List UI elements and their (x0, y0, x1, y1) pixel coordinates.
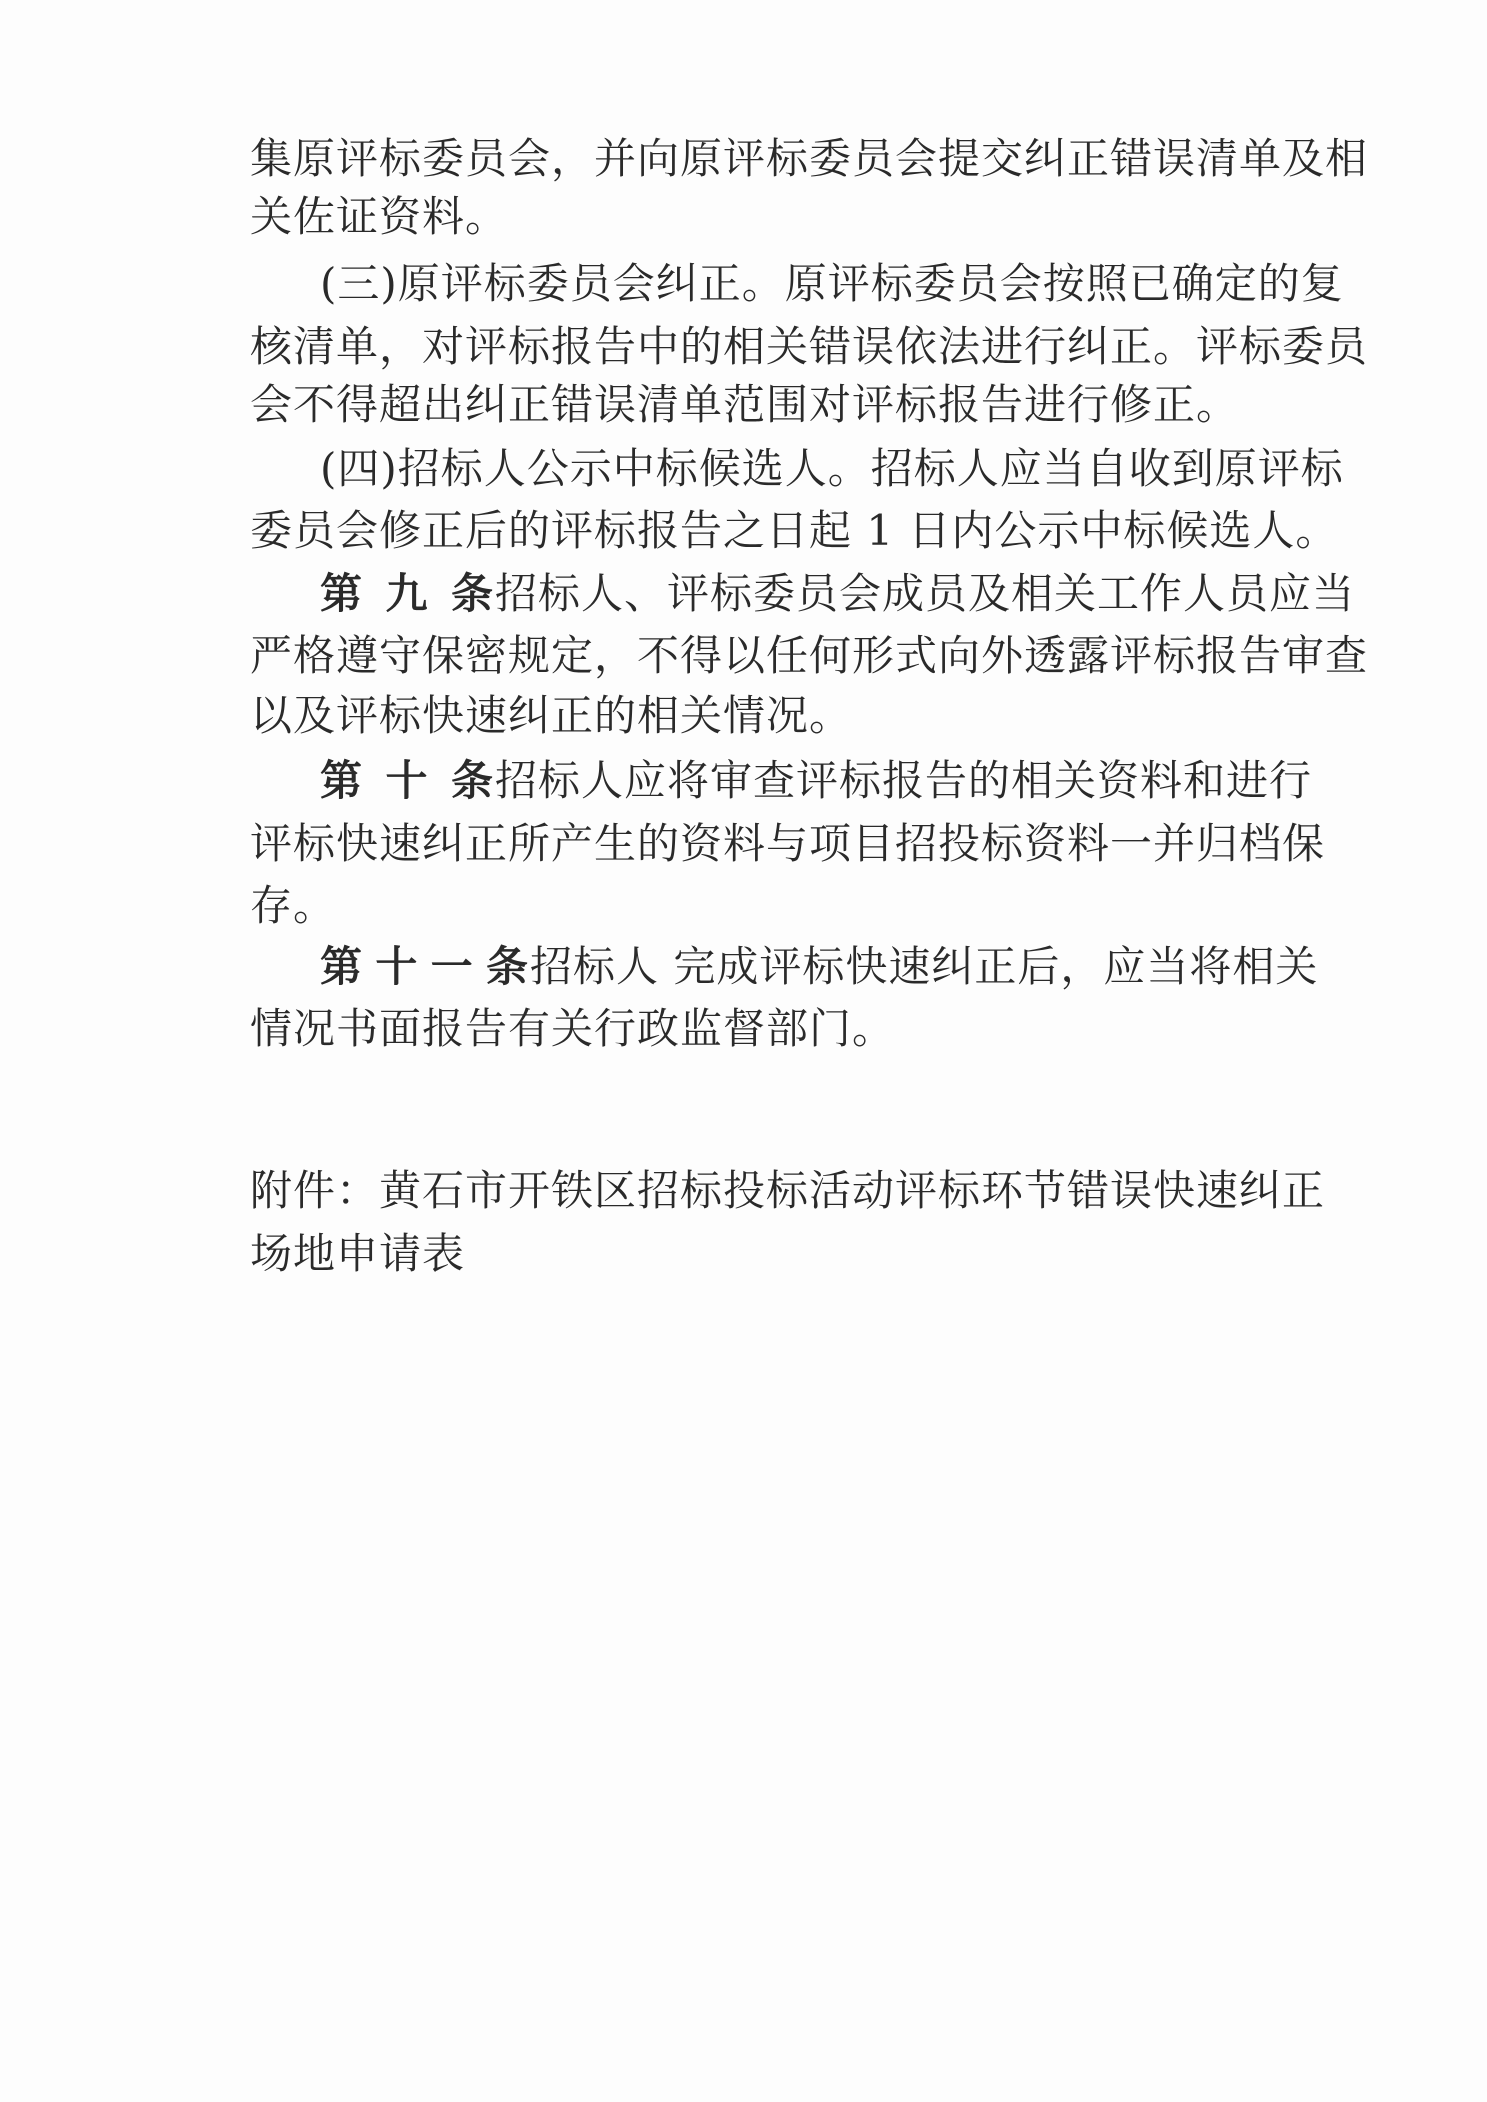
p1-line-2: 关佐证资料。 (250, 192, 509, 241)
article-11-line-1-text: 招标人 完成评标快速纠正后，应当将相关 (530, 942, 1319, 991)
p1-line-1: 集原评标委员会，并向原评标委员会提交纠正错误清单及相 (250, 134, 1369, 183)
article-11-line-2: 情况书面报告有关行政监督部门。 (250, 1004, 896, 1053)
article-11-heading: 第十一条 (320, 942, 530, 991)
p2-line-3: 会不得超出纠正错误清单范围对评标报告进行修正。 (250, 380, 1240, 429)
article-10-line-2: 评标快速纠正所产生的资料与项目招投标资料一并归档保 (250, 819, 1326, 868)
article-10-line-3: 存。 (250, 881, 337, 930)
article-9-heading: 第九条 (320, 569, 495, 618)
p3-line-2: 委员会修正后的评标报告之日起 1 日内公示中标候选人。 (250, 506, 1339, 555)
article-9-line-1 (320, 565, 1356, 623)
article-10-line-1 (320, 752, 1313, 810)
p2-line-2: 核清单，对评标报告中的相关错误依法进行纠正。评标委员 (250, 322, 1369, 371)
article-9-line-2: 严格遵守保密规定，不得以任何形式向外透露评标报告审查 (250, 631, 1369, 680)
article-11-line-1 (320, 938, 1319, 996)
article-9-line-3: 以及评标快速纠正的相关情况。 (250, 691, 853, 740)
p2-line-1: (三)原评标委员会纠正。原评标委员会按照已确定的复 (320, 259, 1344, 308)
attachment-line-1: 附件：黄石市开铁区招标投标活动评标环节错误快速纠正 (250, 1166, 1326, 1215)
article-9-line-1-text: 招标人、评标委员会成员及相关工作人员应当 (495, 569, 1356, 618)
article-10-line-1-text: 招标人应将审查评标报告的相关资料和进行 (495, 756, 1313, 805)
p3-line-1: (四)招标人公示中标候选人。招标人应当自收到原评标 (320, 444, 1344, 493)
attachment-line-2: 场地申请表 (250, 1229, 466, 1278)
article-10-heading: 第十条 (320, 756, 495, 805)
